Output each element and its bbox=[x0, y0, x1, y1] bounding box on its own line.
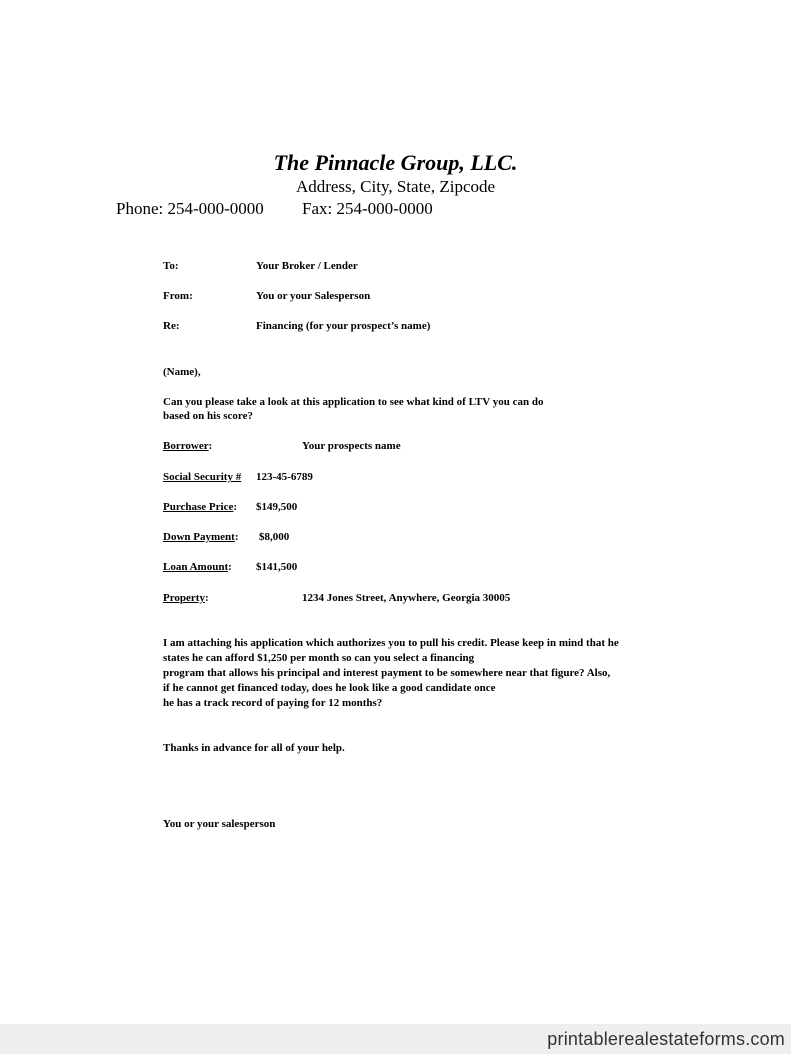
body-line: if he cannot get financed today, does he look like a good candidate once bbox=[163, 682, 496, 694]
signature: You or your salesperson bbox=[163, 818, 276, 830]
intro-line: based on his score? bbox=[163, 410, 253, 422]
re-value: Financing (for your prospect’s name) bbox=[256, 320, 431, 332]
property-label: Property: bbox=[163, 592, 209, 604]
body-line: he has a track record of paying for 12 months? bbox=[163, 697, 383, 709]
borrower-label: Borrower: bbox=[163, 440, 213, 452]
from-label: From: bbox=[163, 290, 193, 302]
body-line: states he can afford $1,250 per month so can you select a financing bbox=[163, 652, 475, 664]
property-value: 1234 Jones Street, Anywhere, Georgia 30005 bbox=[302, 592, 511, 604]
ssn-label: Social Security # bbox=[163, 471, 242, 483]
borrower-value: Your prospects name bbox=[302, 440, 401, 452]
from-value: You or your Salesperson bbox=[256, 290, 371, 302]
down-payment-label: Down Payment: bbox=[163, 531, 239, 543]
body-line: I am attaching his application which authorizes you to pull his credit. Please keep in mind that he bbox=[163, 637, 619, 649]
company-name: The Pinnacle Group, LLC. bbox=[273, 150, 518, 175]
phone-number: Phone: 254-000-0000 bbox=[116, 199, 264, 218]
fax-number: Fax: 254-000-0000 bbox=[302, 199, 433, 218]
purchase-price-value: $149,500 bbox=[256, 501, 298, 513]
thanks-line: Thanks in advance for all of your help. bbox=[163, 742, 345, 754]
intro-line: Can you please take a look at this application to see what kind of LTV you can do bbox=[163, 396, 544, 408]
salutation: (Name), bbox=[163, 366, 201, 378]
to-label: To: bbox=[163, 260, 179, 272]
re-label: Re: bbox=[163, 320, 180, 332]
company-address: Address, City, State, Zipcode bbox=[295, 177, 496, 196]
to-value: Your Broker / Lender bbox=[256, 260, 358, 272]
down-payment-value: $8,000 bbox=[259, 531, 290, 543]
footer-watermark[interactable]: printablerealestateforms.com bbox=[547, 1029, 785, 1049]
body-line: program that allows his principal and interest payment to be somewhere near that figure? Also, bbox=[163, 667, 611, 679]
loan-amount-label: Loan Amount: bbox=[163, 561, 232, 573]
ssn-value: 123-45-6789 bbox=[256, 471, 313, 483]
loan-amount-value: $141,500 bbox=[256, 561, 298, 573]
purchase-price-label: Purchase Price: bbox=[163, 501, 238, 513]
